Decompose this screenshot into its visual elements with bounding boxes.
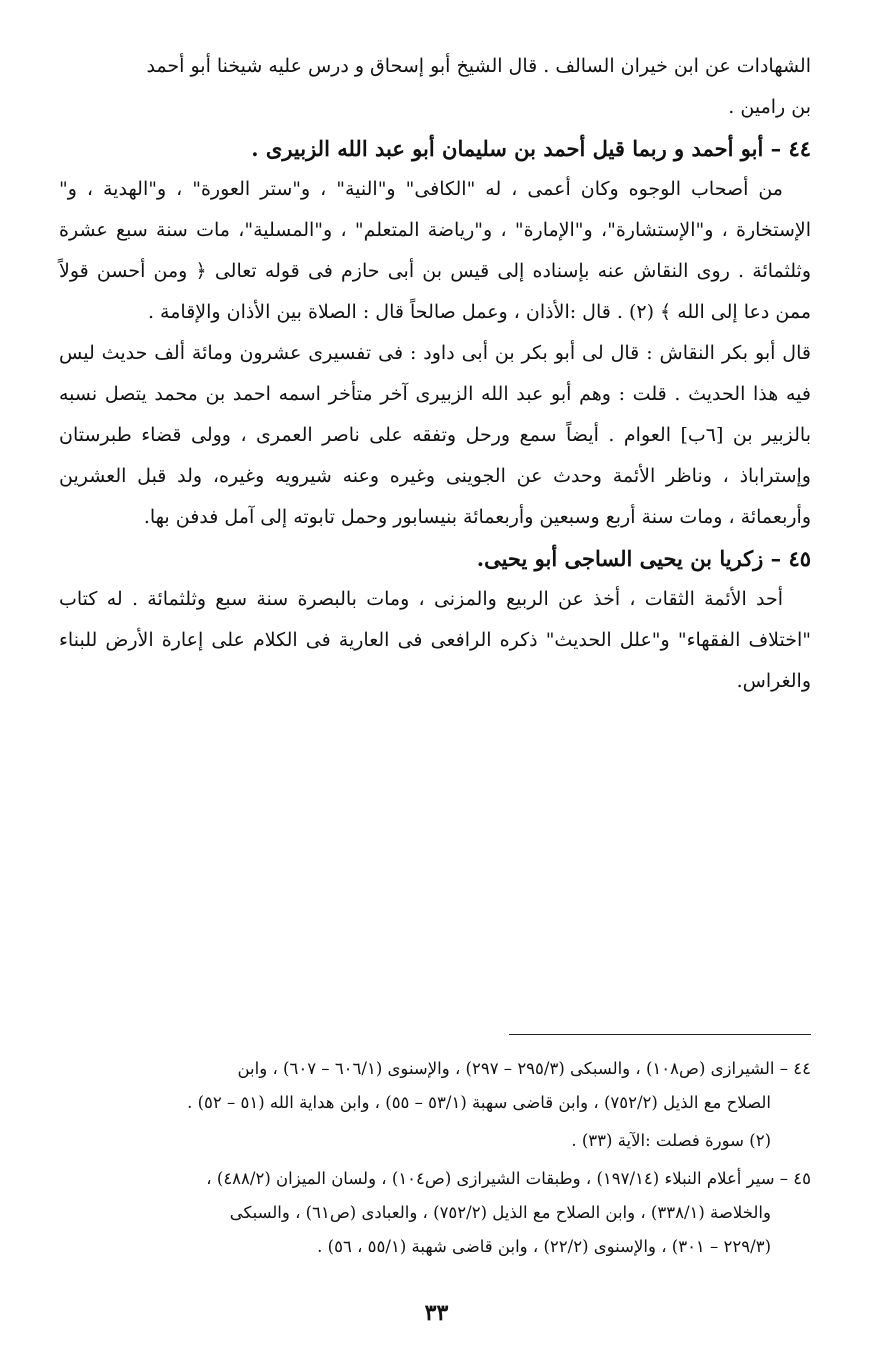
footnotes xyxy=(51,1052,811,1268)
footnote-44-line-2: الصلاح مع الذيل (٧٥٢/٢) ، وابن قاضى سهبة (٥٣/١ – ٥٥) ، وابن هداية الله (٥١ – ٥٢) . xyxy=(187,1093,771,1112)
page-number: ٣٣ xyxy=(424,1300,449,1326)
entry-45-heading: ٤٥ – زكريا بن يحيى الساجى أبو يحيى. xyxy=(476,546,811,571)
footnote-2 xyxy=(51,1124,811,1158)
main-text xyxy=(59,46,811,702)
footnote-44-line-1: ٤٤ – الشيرازى (ص١٠٨) ، والسبكى (٢٩٥/٣ – ٢٩٧) ، والإسنوى (٦٠٦/١ – ٦٠٧) ، وابن xyxy=(237,1059,811,1078)
footnote-45-line-3: (٢٢٩/٣ – ٣٠١) ، والإسنوى (٢٢/٢) ، وابن قاضى شهبة (٥٥/١ ، ٥٦) . xyxy=(317,1237,771,1256)
footnote-2-text: (٢) سورة فصلت :الآية (٣٣) . xyxy=(571,1131,771,1150)
entry-44-paragraph-2: قال أبو بكر النقاش : قال لى أبو بكر بن أبى داود : فى تفسيرى عشرون ومائة ألف حديث ليس فيه هذا الحديث . قلت : وهم أبو عبد الله الزبيرى آخر متأخر اسمه احمد بن محمد يتصل نسبه بالزبير بن [٦ب] العوام . أيضاً سمع ورحل وتفقه على ناصر العمرى ، وولى قضاء طبرستان وإستراباذ ، وناظر الأئمة وحدث عن الجوينى وغيره وعنه شيرويه وغيره، ولد قبل العشرين وأربعمائة ، ومات سنة أربع وسبعين وأربعمائة بنيسابور وحمل تابوته إلى آمل فدفن بها. xyxy=(59,342,811,528)
entry-44-heading: ٤٤ – أبو أحمد و ربما قيل أحمد بن سليمان أبو عبد الله الزبيرى . xyxy=(251,136,811,161)
footnote-45-line-2: والخلاصة (٣٣٨/١) ، وابن الصلاح مع الذيل (٧٥٢/٢) ، والعبادى (ص٦١) ، والسبكى xyxy=(229,1203,771,1222)
intro-line-1: الشهادات عن ابن خيران السالف . قال الشيخ أبو إسحاق و درس عليه شيخنا أبو أحمد xyxy=(146,55,811,77)
footnote-divider xyxy=(509,1034,811,1035)
entry-45-paragraph-1: أحد الأئمة الثقات ، أخذ عن الربيع والمزنى ، ومات بالبصرة سنة سبع وثلثمائة . له كتاب "اختلاف الفقهاء" و"علل الحديث" ذكره الرافعى فى العارية فى الكلام على إعارة الأرض للبناء والغراس. xyxy=(59,588,811,692)
entry-44-paragraph-1: من أصحاب الوجوه وكان أعمى ، له "الكافى" و"النية" ، و"ستر العورة" ، و"الهدية ، و" الإستخارة ، و"الإستشارة"، و"الإمارة" ، و"رياضة المتعلم" ، و"المسلية"، مات سنة سبع عشرة وثلثمائة . روى النقاش عنه بإسناده إلى قيس بن أبى حازم فى قوله تعالى ﴿ ومن أحسن قولاً ممن دعا إلى الله ﴾ (٢) . قال :الأذان ، وعمل صالحاً قال : الصلاة بين الأذان والإقامة . xyxy=(59,178,811,323)
intro-line-2: بن رامين . xyxy=(728,96,811,118)
footnote-44 xyxy=(51,1052,811,1120)
footnote-45-line-1: ٤٥ – سير أعلام النبلاء (١٩٧/١٤) ، وطبقات الشيرازى (ص١٠٤) ، ولسان الميزان (٤٨٨/٢) ، xyxy=(206,1169,811,1188)
footnote-45 xyxy=(51,1162,811,1264)
